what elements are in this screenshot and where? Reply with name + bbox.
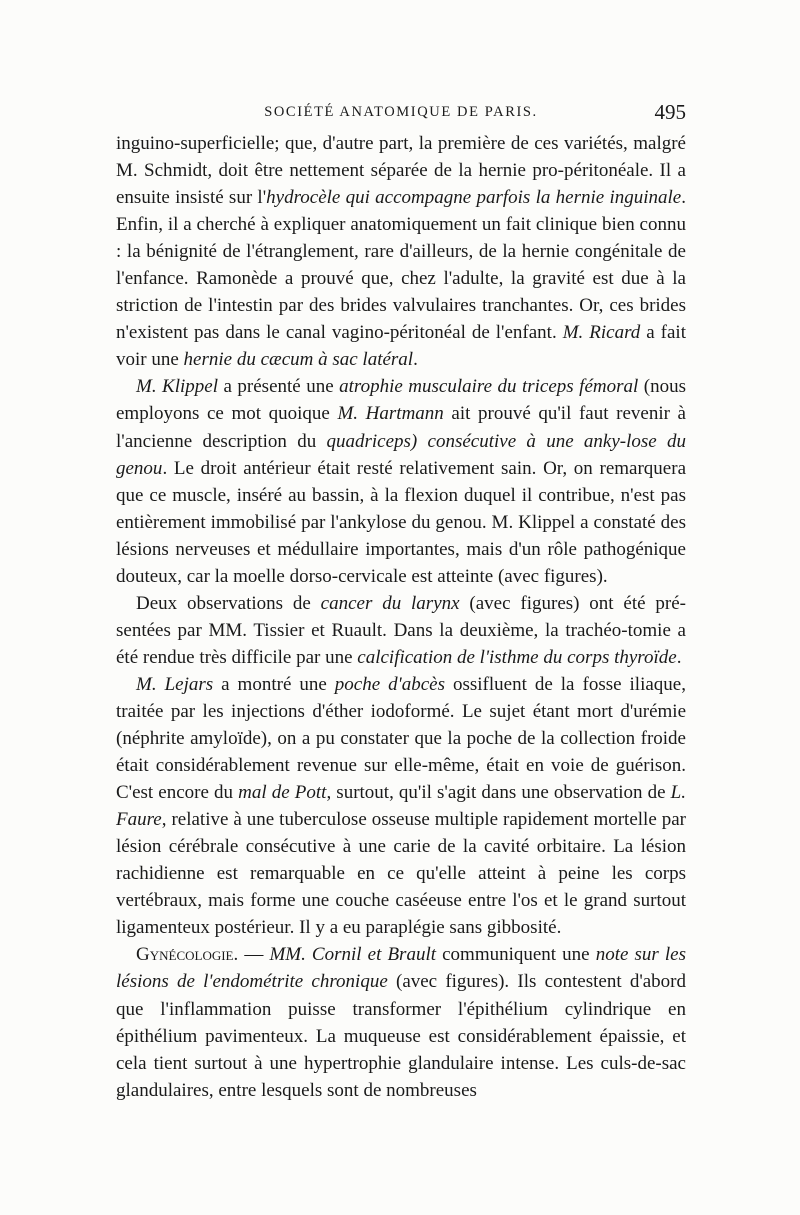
italic-term: note sur les lésions de l'endométrite chronique bbox=[116, 944, 686, 993]
italic-term: atrophie musculaire du triceps fémoral bbox=[339, 376, 639, 398]
italic-term: mal de Pott bbox=[238, 782, 327, 804]
paragraph-hernia bbox=[116, 130, 686, 373]
text-run: ait prouvé qu'il faut revenir à l'ancienne description du bbox=[116, 403, 686, 452]
page-number: 495 bbox=[654, 100, 686, 124]
text-run: ossifluent de la fosse iliaque, traitée par les injections d'éther iodoformé. Le sujet étant mort d'urémie (néphrite amyloïde), on a pu constater que la poche de la collection froide était considérablement revenue sur elle-même, était en voie de guérison. C'est encore du bbox=[116, 673, 686, 804]
author-name: M. Hartmann bbox=[337, 403, 444, 425]
italic-term: hydrocèle qui accompagne parfois la hernie inguinale bbox=[266, 187, 682, 209]
text-run: . — bbox=[233, 944, 270, 966]
italic-term: calcification de l'isthme du corps thyroïde bbox=[357, 646, 677, 668]
text-run: communiquent une bbox=[436, 944, 596, 966]
text-run: (avec figures) ont été pré-sentées par MM. Tissier et Ruault. Dans la deuxième, la trachéo-tomie a été rendue très difficile par une bbox=[116, 592, 686, 668]
running-title: SOCIÉTÉ ANATOMIQUE DE PARIS. bbox=[264, 104, 538, 120]
body-text bbox=[116, 130, 686, 1104]
paragraph-klippel bbox=[116, 373, 686, 589]
italic-term: hernie du cæcum à sac latéral bbox=[183, 349, 414, 371]
text-run: a montré une bbox=[213, 673, 335, 695]
page-header bbox=[116, 100, 686, 124]
text-run: . Le droit antérieur était resté relativement sain. Or, on remarquera que ce muscle, inséré au bassin, à la flexion duquel il contribue, n'est pas entièrement immobilisé par l'ankylose du genou. M. Klippel a constaté des lésions nerveuses et médullaire importantes, mais d'un rôle pathogénique douteux, car la moelle dorso-cervicale est atteinte (avec figures). bbox=[116, 457, 686, 587]
paragraph-lejars bbox=[116, 671, 686, 941]
text-run: a présenté une bbox=[218, 376, 340, 398]
section-heading: Gynécologie bbox=[136, 944, 234, 966]
author-name: M. Lejars bbox=[136, 673, 214, 695]
italic-term: poche d'abcès bbox=[334, 673, 445, 695]
italic-term: quadriceps) consécutive à une anky-lose du genou bbox=[116, 430, 686, 479]
text-run: . Enfin, il a cherché à expliquer anatomiquement un fait clinique bien connu : la bénignité de l'étranglement, rare d'ailleurs, de la hernie congénitale de l'enfance. Ramonède a prouvé que, chez l'adulte, la gravité est due à la striction de l'intestin par des brides valvulaires tranchantes. Or, ces brides n'existent pas dans le canal vagino-péritonéal de l'enfant. bbox=[116, 187, 686, 344]
text-run: , relative à une tuberculose osseuse multiple rapidement mortelle par lésion cérébrale consécutive à une carie de la cavité orbitaire. La lésion rachidienne est remarquable en ce qu'elle atteint à peine les corps vertébraux, mais forme une couche caséeuse entre l'os et le grand surtout ligamenteux postérieur. Il y a eu paraplégie sans gibbosité. bbox=[116, 809, 686, 939]
text-run: a fait voir une bbox=[116, 322, 686, 371]
author-name: M. Ricard bbox=[562, 322, 641, 344]
text-run: (avec figures). Ils contestent d'abord que l'inflammation puisse transformer l'épithélium cylindrique en épithélium pavimenteux. La muqueuse est considérablement épaissie, et cela tient surtout à une hypertrophie glandulaire intense. Les culs-de-sac glandulaires, entre lesquels sont de nombreuses bbox=[116, 971, 687, 1101]
author-name: M. Klippel bbox=[136, 376, 219, 398]
text-run: , surtout, qu'il s'agit dans une observation de bbox=[326, 782, 671, 804]
author-name: MM. Cornil et Brault bbox=[269, 944, 437, 966]
author-name: L. Faure bbox=[116, 782, 686, 831]
text-run: (nous employons ce mot quoique bbox=[116, 376, 687, 425]
text-run: . bbox=[413, 349, 418, 371]
paragraph-gynecologie bbox=[116, 941, 686, 1103]
italic-term: cancer du larynx bbox=[320, 592, 460, 614]
paragraph-larynx bbox=[116, 590, 686, 671]
text-run: Deux observations de bbox=[136, 592, 321, 614]
text-run: inguino-superficielle; que, d'autre part, la première de ces variétés, malgré M. Schmidt, doit être nettement séparée de la hernie pro-péritonéale. Il a ensuite insisté sur l' bbox=[116, 133, 686, 209]
text-run: . bbox=[676, 646, 682, 668]
